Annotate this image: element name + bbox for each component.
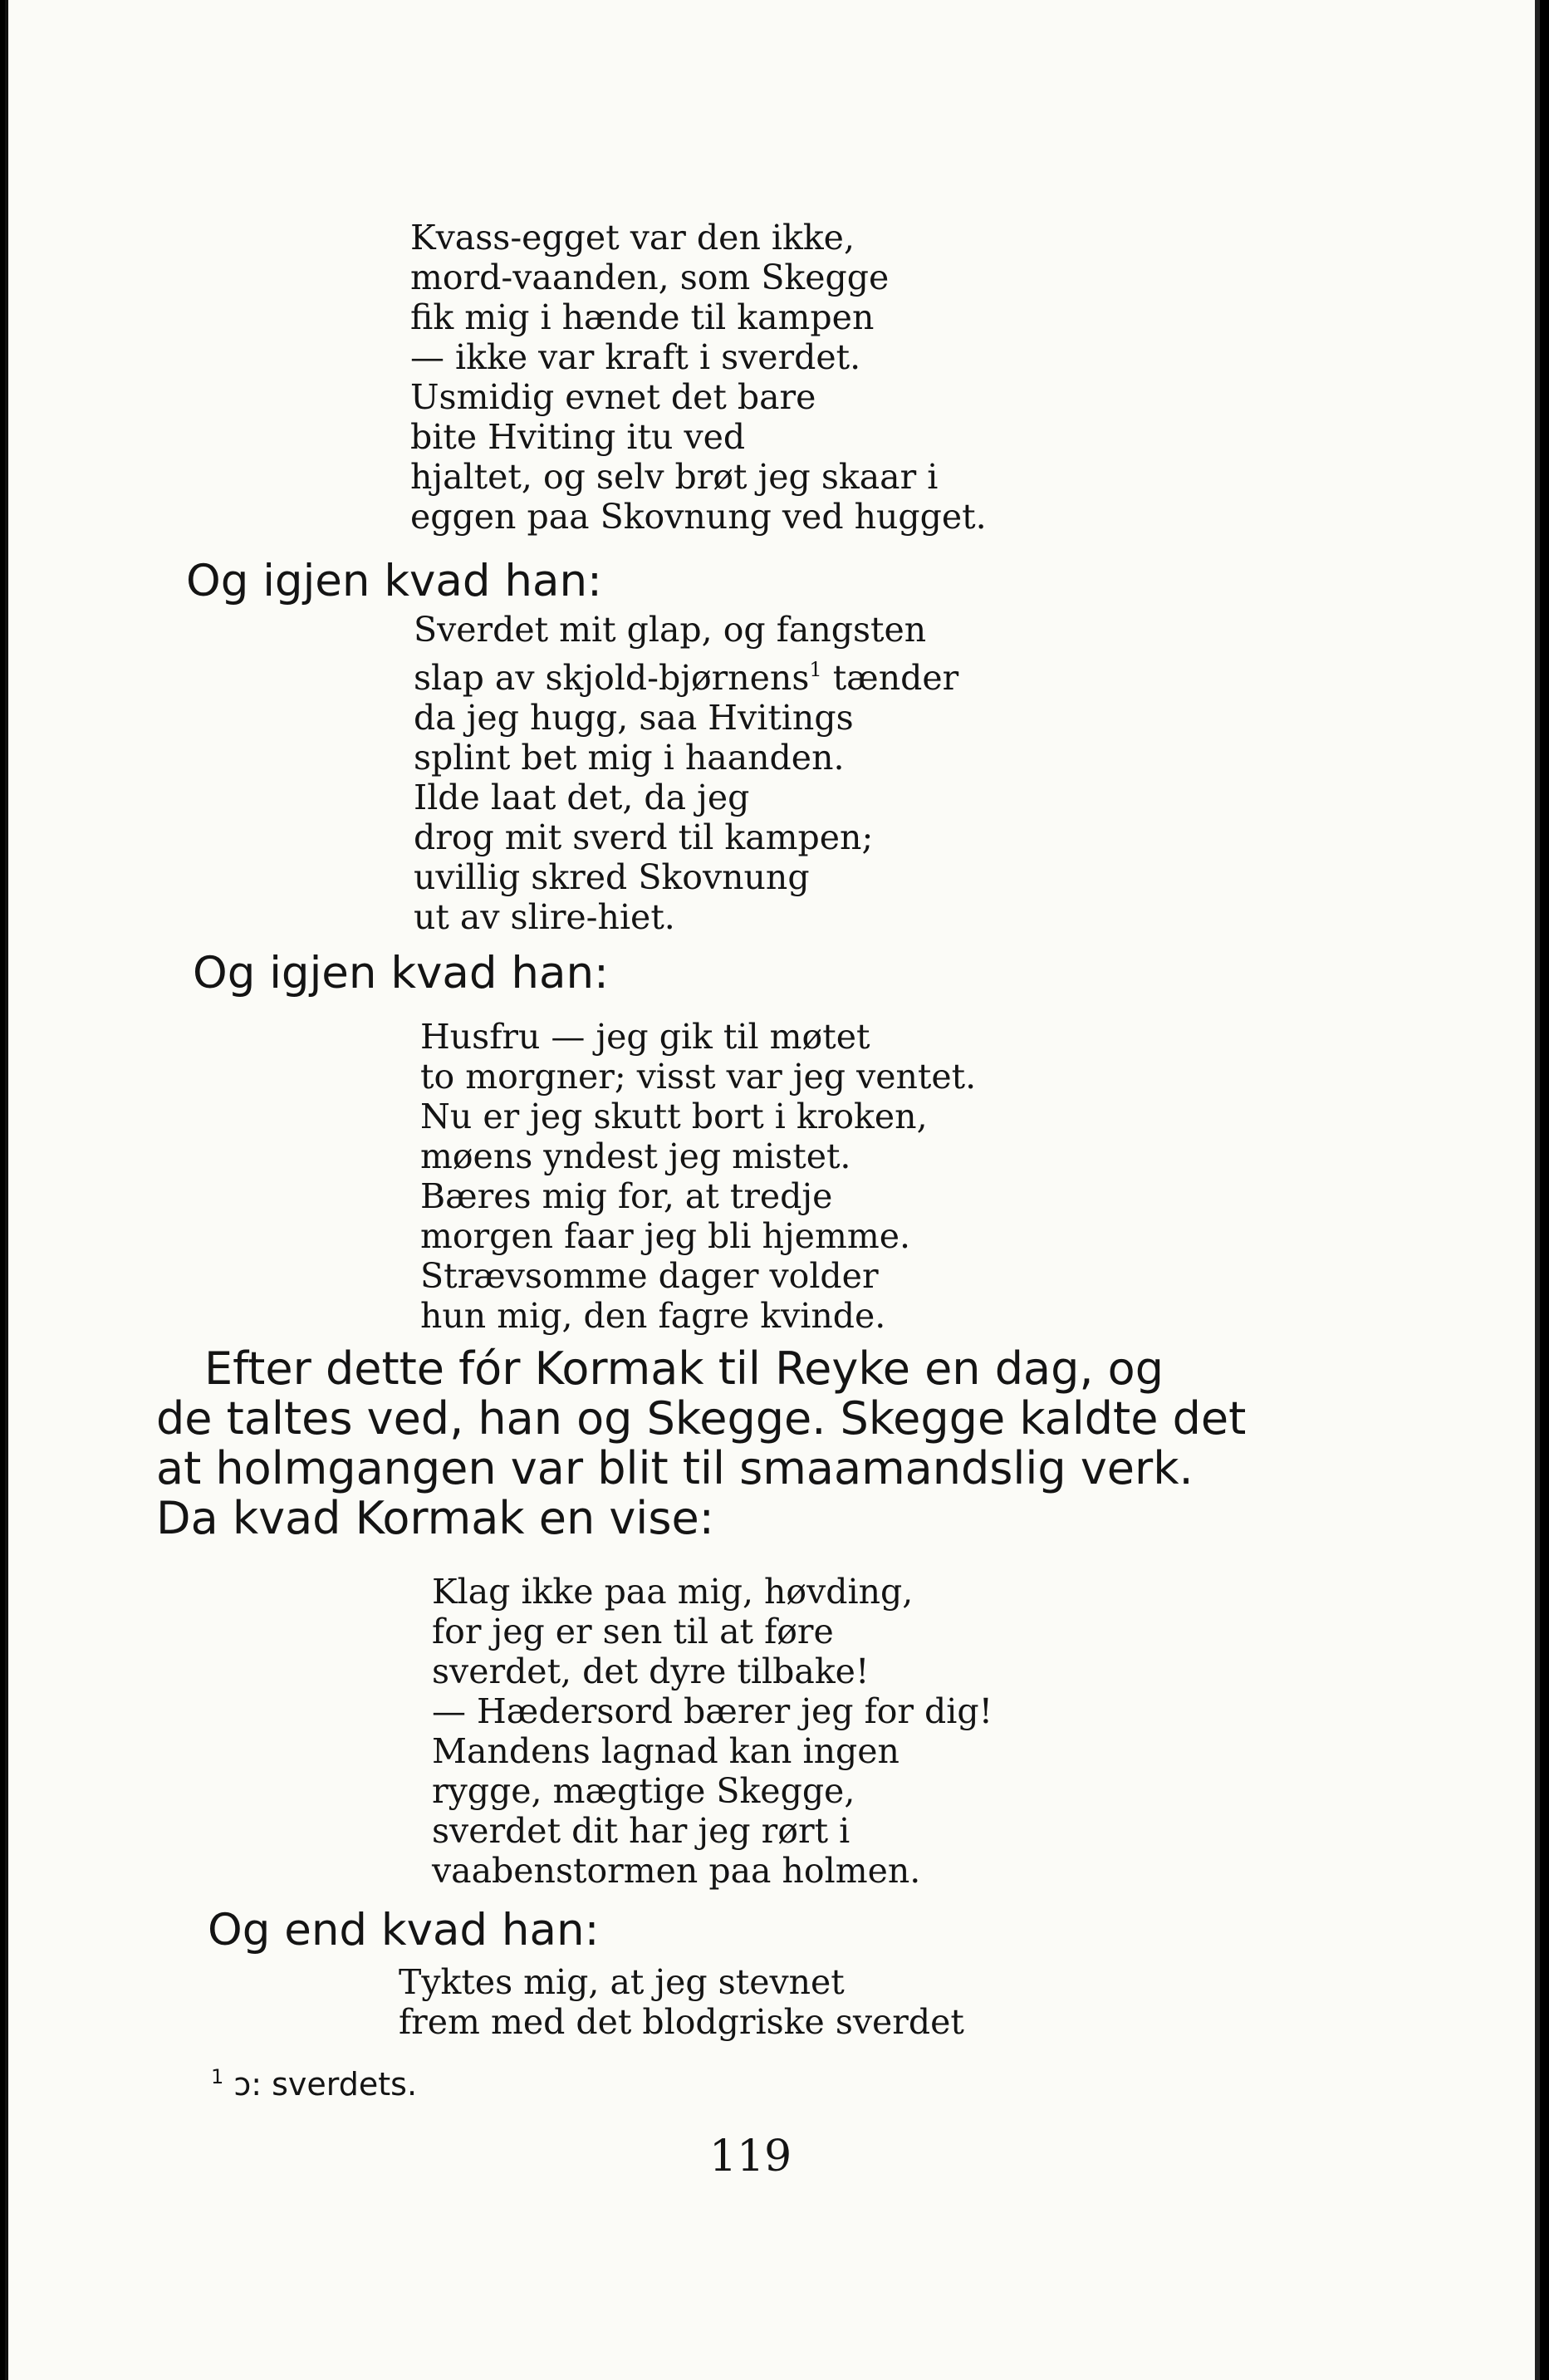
verse-line: Bæres mig for, at tredje <box>420 1176 833 1216</box>
verse-line: bite Hviting itu ved <box>410 417 746 457</box>
verse-line: fik mig i hænde til kampen <box>410 297 875 337</box>
verse-line: da jeg hugg, saa Hvitings <box>414 698 854 738</box>
verse-line: eggen paa Skovnung ved hugget. <box>410 497 987 537</box>
verse-line: Kvass-egget var den ikke, <box>410 218 855 258</box>
verse-line: Sverdet mit glap, og fangsten <box>414 610 927 650</box>
verse-line: hun mig, den fagre kvinde. <box>420 1296 886 1336</box>
prose-line: de taltes ved, han og Skegge. Skegge kaldte det <box>156 1392 1247 1445</box>
verse-line: splint bet mig i haanden. <box>414 738 845 778</box>
verse-line: frem med det blodgriske sverdet <box>399 2002 964 2042</box>
page-number: 119 <box>709 2132 792 2181</box>
verse-line: ut av slire-hiet. <box>414 897 675 937</box>
verse-line: Usmidig evnet det bare <box>410 377 816 417</box>
stanza-4 <box>432 1572 993 1891</box>
verse-line: Husfru — jeg gik til møtet <box>420 1017 870 1057</box>
stanza-heading: Og end kvad han: <box>208 1905 600 1956</box>
verse-line: Klag ikke paa mig, høvding, <box>432 1572 914 1612</box>
verse-line: to morgner; visst var jeg ventet. <box>420 1057 977 1097</box>
verse-line: — Hædersord bærer jeg for dig! <box>432 1691 993 1731</box>
footnote-text: ɔ: sverdets. <box>233 2066 418 2103</box>
stanza-heading: Og igjen kvad han: <box>193 948 609 999</box>
book-page <box>5 0 1540 2380</box>
verse-line: Strævsomme dager volder <box>420 1256 879 1296</box>
verse-line: Mandens lagnad kan ingen <box>432 1731 899 1771</box>
prose-paragraph <box>156 1344 1336 1543</box>
footnote-marker: 1 <box>809 658 822 681</box>
verse-line: uvillig skred Skovnung <box>414 857 810 897</box>
verse-line: sverdet, det dyre tilbake! <box>432 1651 870 1691</box>
stanza-3 <box>420 1017 976 1336</box>
verse-line: vaabenstormen paa holmen. <box>432 1851 921 1891</box>
stanza-1 <box>410 218 987 537</box>
verse-line: Nu er jeg skutt bort i kroken, <box>420 1097 928 1136</box>
verse-line: for jeg er sen til at føre <box>432 1612 834 1651</box>
verse-line: hjaltet, og selv brøt jeg skaar i <box>410 457 939 497</box>
verse-line: drog mit sverd til kampen; <box>414 817 874 857</box>
stanza-5 <box>399 1962 964 2042</box>
verse-line: Tyktes mig, at jeg stevnet <box>399 1962 845 2002</box>
verse-line: Ilde laat det, da jeg <box>414 778 750 817</box>
verse-line: slap av skjold-bjørnens$^1$ tænder <box>414 658 959 698</box>
footnote-number: 1 <box>211 2065 224 2088</box>
verse-line: sverdet dit har jeg rørt i <box>432 1811 850 1851</box>
verse-line: morgen faar jeg bli hjemme. <box>420 1216 910 1256</box>
prose-line: Da kvad Kormak en vise: <box>156 1492 714 1544</box>
prose-line: Efter dette fór Kormak til Reyke en dag, og <box>204 1342 1164 1395</box>
prose-line: at holmgangen var blit til smaamandslig verk. <box>156 1442 1194 1494</box>
stanza-2 <box>414 610 958 937</box>
verse-line: møens yndest jeg mistet. <box>420 1136 851 1176</box>
footnote <box>211 2059 417 2103</box>
stanza-heading: Og igjen kvad han: <box>186 556 602 606</box>
verse-line: mord-vaanden, som Skegge <box>410 258 890 297</box>
verse-line: — ikke var kraft i sverdet. <box>410 337 861 377</box>
verse-line: rygge, mægtige Skegge, <box>432 1771 855 1811</box>
